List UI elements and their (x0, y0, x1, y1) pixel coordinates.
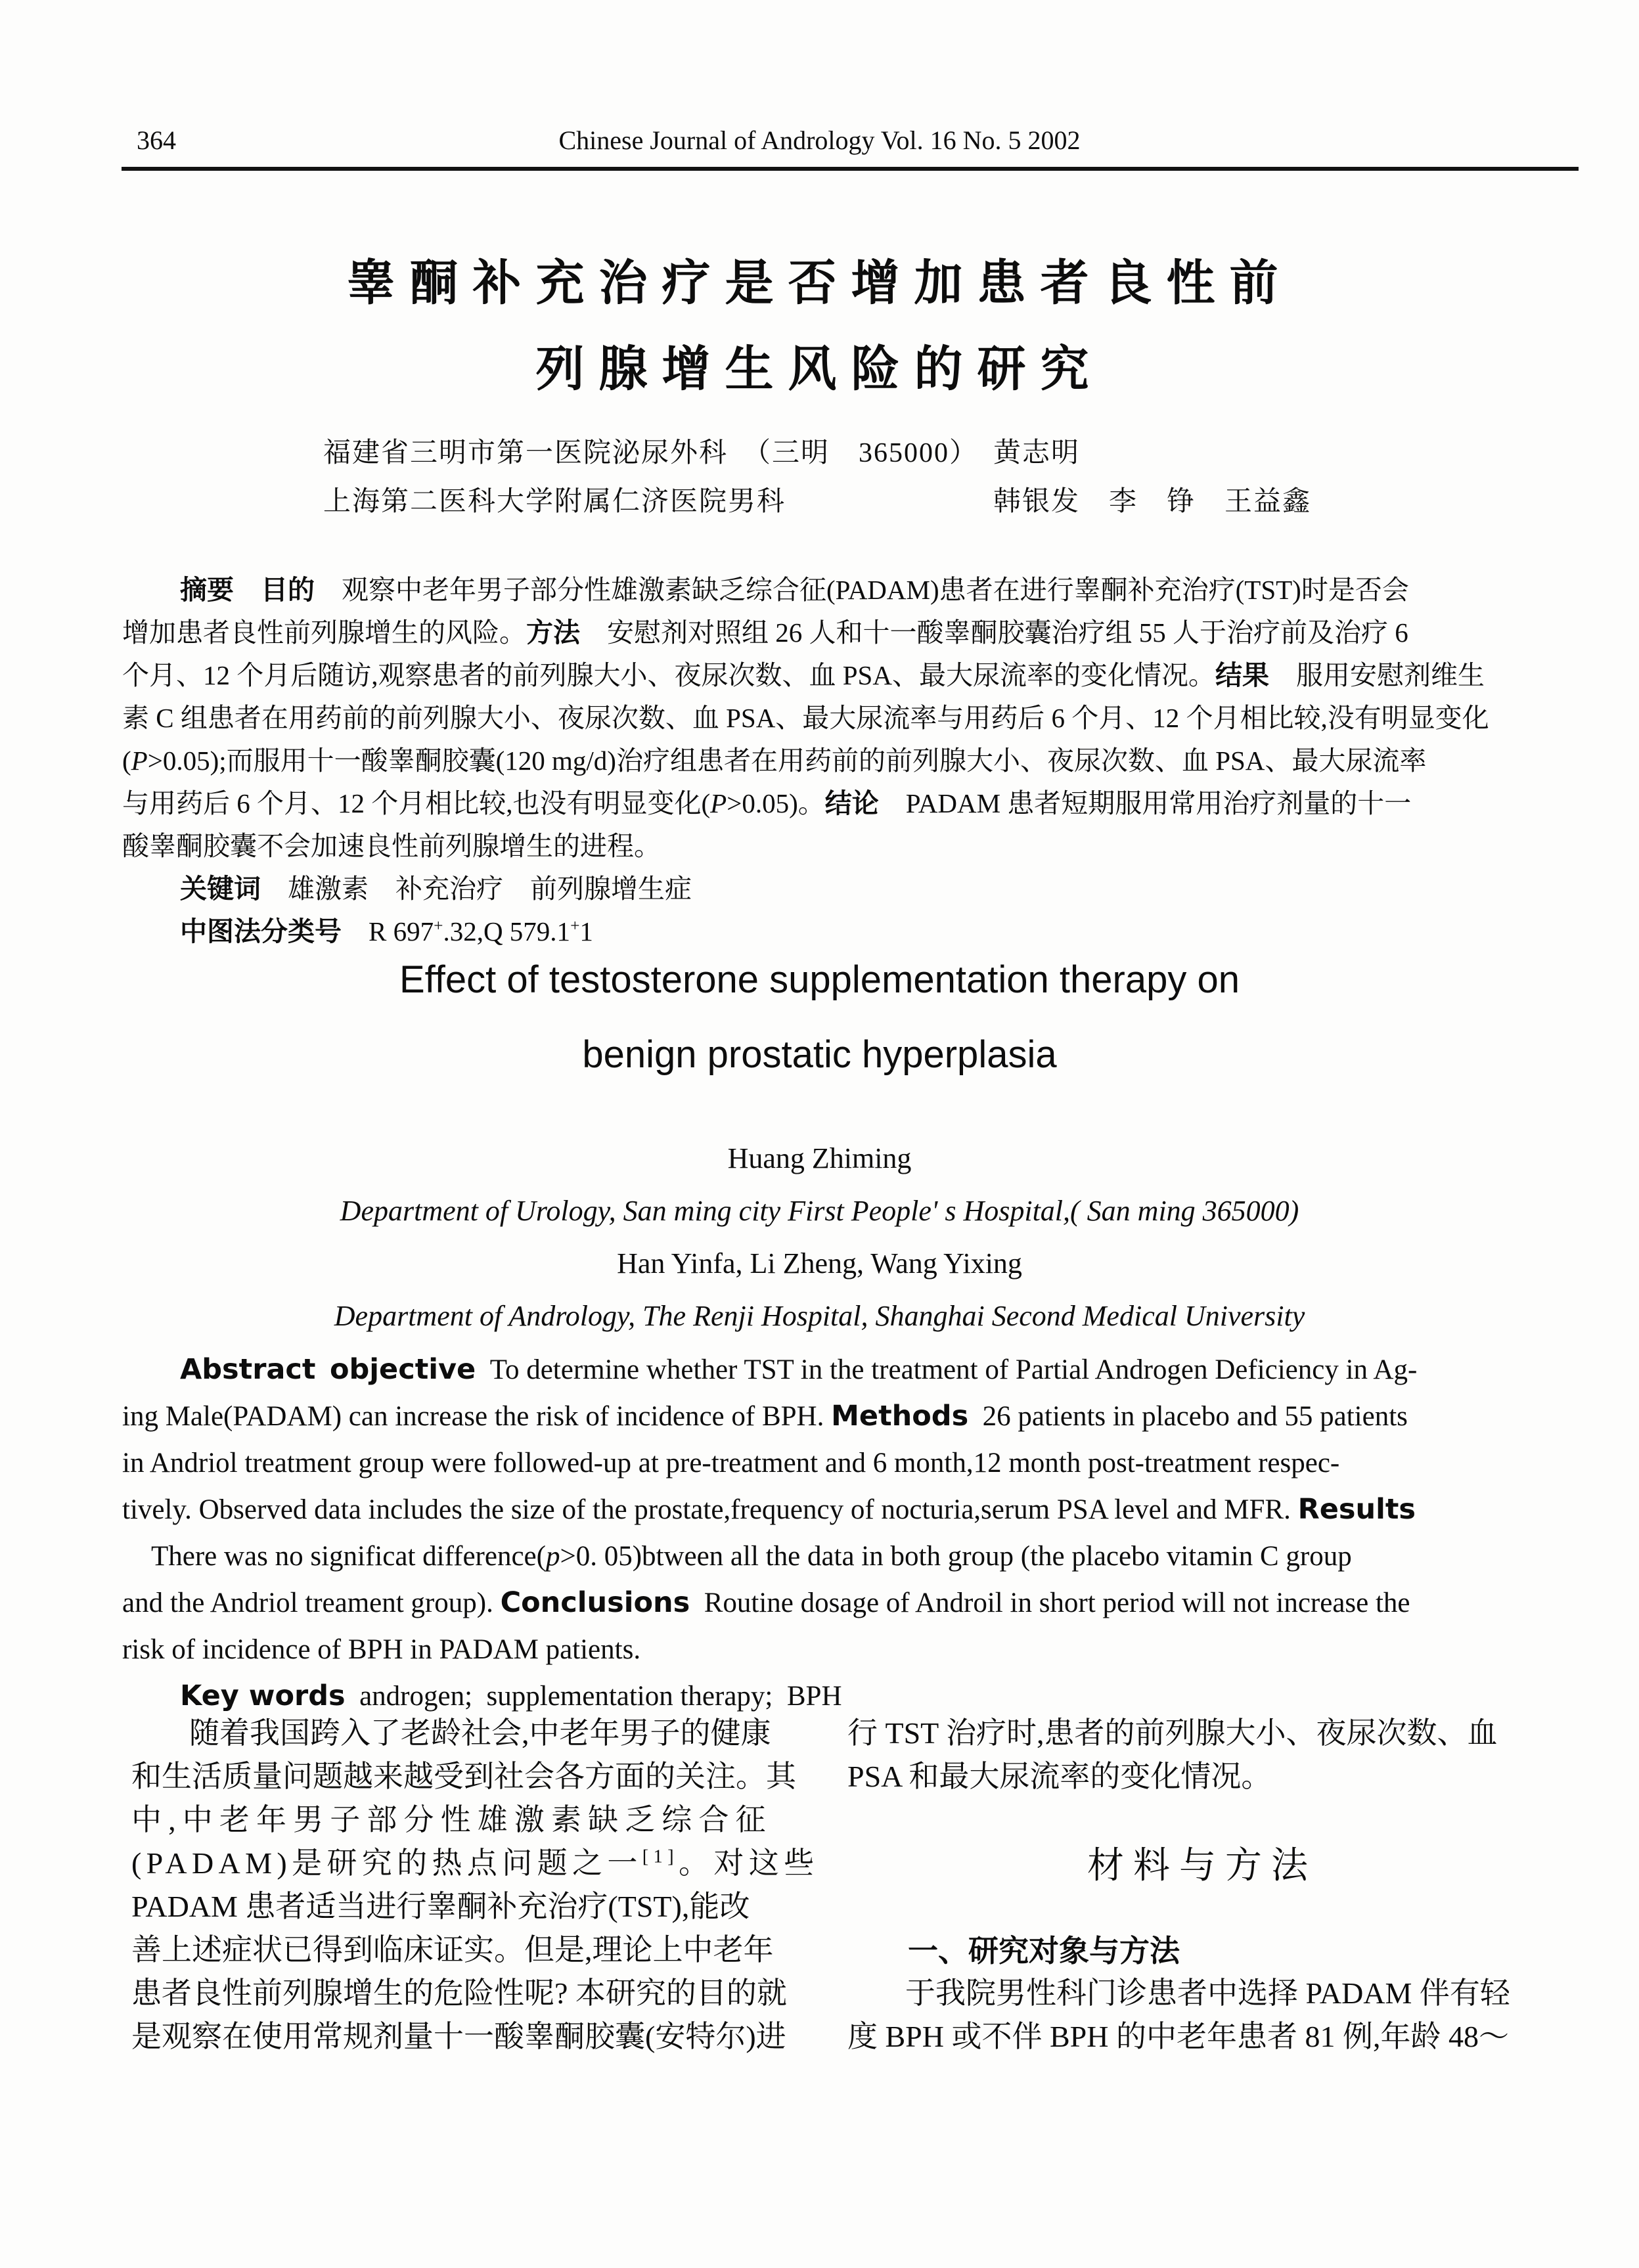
text-segment: There was no significat difference( (151, 1541, 546, 1572)
abstract-zh-line (122, 740, 1564, 782)
text-segment: objective (329, 1353, 476, 1386)
text-segment: 观察中老年男子部分性雄激素缺乏综合征(PADAM)患者在进行睾酮补充治疗(TST)时是否会 (315, 575, 1409, 605)
body-line (131, 1885, 822, 1928)
text-segment: 结论 (824, 788, 879, 819)
body-column-left (131, 1712, 822, 2058)
text-segment: Methods (831, 1400, 969, 1433)
body-line (131, 1712, 822, 1755)
text-segment: 中,中老年男子部分性雄激素缺乏综合征 (131, 1803, 773, 1836)
body-line (131, 1928, 822, 1972)
text-segment: Conclusions (500, 1586, 690, 1619)
body-line: 于我院男性科门诊患者中选择 PADAM 伴有轻 (905, 1976, 1510, 2010)
text-segment: androgen; supplementation therapy; BPH (345, 1681, 842, 1712)
abstract-zh-line (122, 654, 1564, 697)
abstract-zh-line (122, 825, 1564, 868)
header-journal-title: Chinese Journal of Andrology Vol. 16 No. 5 2002 (558, 125, 1081, 155)
body-line (131, 1972, 822, 2015)
text-segment: Results (1297, 1493, 1416, 1526)
classification-code (122, 910, 1564, 953)
text-segment: (PADAM)是研究的热点问题之一 (131, 1846, 642, 1880)
text-segment (234, 575, 261, 605)
abstract-en-line (122, 1533, 1564, 1580)
body-line (131, 1755, 822, 1798)
text-segment: 安慰剂对照组 26 人和十一酸睾酮胶囊治疗组 55 人于治疗前及治疗 6 (580, 617, 1408, 648)
text-segment: 结果 (1215, 659, 1269, 691)
text-segment: ( (122, 745, 131, 776)
affiliation-en-2: Department of Andrology, The Renji Hospital, Shanghai Second Medical University (334, 1300, 1305, 1332)
header-rule (122, 167, 1579, 171)
text-segment: ing Male(PADAM) can increase the risk of incidence of BPH. (122, 1401, 832, 1432)
article-title-zh-line2: 列腺增生风险的研究 (535, 341, 1104, 397)
body-column-right-paragraph-1 (847, 1712, 1557, 1798)
text-segment: 服用安慰剂维生 (1269, 660, 1485, 690)
body-line (131, 2015, 822, 2058)
abstract-en-line (122, 1393, 1564, 1440)
subsection-heading: 一、研究对象与方法 (908, 1933, 1180, 1968)
article-title-zh-line1: 睾酮补充治疗是否增加患者良性前 (346, 255, 1293, 311)
article-title-en-line1: Effect of testosterone supplementation therapy on (399, 958, 1240, 1001)
abstract-zh (122, 569, 1564, 953)
text-segment: 1 (579, 916, 593, 946)
section-heading-materials-methods: 材料与方法 (1087, 1846, 1317, 1886)
body-line: PSA 和最大尿流率的变化情况。 (847, 1760, 1272, 1793)
text-segment: 关键词 (180, 873, 261, 904)
text-segment: P (131, 745, 148, 776)
body-line: 度 BPH 或不伴 BPH 的中老年患者 81 例,年龄 48～ (847, 2020, 1509, 2053)
abstract-zh-line (122, 697, 1564, 740)
text-segment: 与用药后 6 个月、12 个月相比较,也没有明显变化( (122, 788, 711, 818)
body-column-right-paragraph-2 (847, 1972, 1557, 2058)
text-segment: 是观察在使用常规剂量十一酸睾酮胶囊(安特尔)进 (131, 2020, 786, 2053)
text-segment: [1] (642, 1846, 679, 1867)
text-segment: 雄激素 补充治疗 前列腺增生症 (261, 874, 692, 904)
text-segment: >0.05);而服用十一酸睾酮胶囊(120 mg/d)治疗组患者在用药前的前列腺大小、夜尿次数、血 PSA、最大尿流率 (147, 745, 1427, 776)
authors-zh: 韩银发 李 铮 王益鑫 (993, 487, 1312, 517)
abstract-en-line (122, 1580, 1564, 1626)
text-segment: Key words (180, 1679, 346, 1712)
authors-en-2: Han Yinfa, Li Zheng, Wang Yixing (617, 1247, 1022, 1279)
abstract-en-line (122, 1486, 1564, 1533)
text-segment: risk of incidence of BPH in PADAM patients. (122, 1634, 641, 1665)
text-segment: 和生活质量问题越来越受到社会各方面的关注。其 (131, 1760, 796, 1793)
text-segment: 方法 (526, 617, 580, 648)
text-segment: in Andriol treatment group were followed-up at pre-treatment and 6 month,12 month post-treatment respec- (122, 1448, 1340, 1479)
affiliation-en-1: Department of Urology, San ming city First People' s Hospital,( San ming 365000) (340, 1195, 1299, 1227)
abstract-zh-line (122, 569, 1564, 611)
text-segment: R 697 (342, 916, 434, 946)
keywords-zh (122, 868, 1564, 910)
text-segment: PADAM 患者短期服用常用治疗剂量的十一 (878, 788, 1412, 818)
abstract-en-line (122, 1626, 1564, 1673)
text-segment: p (545, 1541, 560, 1572)
abstract-en-line (122, 1440, 1564, 1486)
text-segment: 个月、12 个月后随访,观察患者的前列腺大小、夜尿次数、血 PSA、最大尿流率的变化情况。 (122, 660, 1215, 690)
text-segment: Abstract (180, 1353, 316, 1386)
text-segment: 目的 (261, 574, 315, 606)
body-line (131, 1798, 822, 1842)
text-segment: 中图法分类号 (180, 916, 342, 947)
text-segment: + (570, 916, 580, 935)
text-segment (315, 1354, 330, 1385)
text-segment: 随着我国跨入了老龄社会,中老年男子的健康 (189, 1716, 771, 1750)
text-segment: To determine whether TST in the treatment of Partial Androgen Deficiency in Ag- (476, 1354, 1418, 1385)
text-segment: >0.05)。 (727, 788, 825, 818)
text-segment: 。对这些 (679, 1846, 819, 1880)
body-line (131, 1842, 822, 1885)
abstract-zh-line (122, 782, 1564, 825)
affiliation-zh-1: 福建省三明市第一医院泌尿外科 （三明 365000） 黄志明 (323, 438, 1081, 468)
text-segment: and the Andriol treament group). (122, 1588, 501, 1618)
affiliation-zh-2: 上海第二医科大学附属仁济医院男科 (323, 487, 786, 517)
text-segment: PADAM 患者适当进行睾酮补充治疗(TST),能改 (131, 1890, 750, 1923)
abstract-en (122, 1346, 1564, 1720)
text-segment: 酸睾酮胶囊不会加速良性前列腺增生的进程。 (122, 831, 661, 861)
text-segment: P (710, 788, 727, 818)
text-segment: Routine dosage of Androil in short period will not increase the (690, 1588, 1410, 1618)
text-segment: 增加患者良性前列腺增生的风险。 (122, 617, 526, 648)
text-segment: + (434, 916, 443, 935)
text-segment: 素 C 组患者在用药前的前列腺大小、夜尿次数、血 PSA、最大尿流率与用药后 6 个月、12 个月相比较,没有明显变化 (122, 703, 1489, 733)
text-segment: 患者良性前列腺增生的危险性呢? 本研究的目的就 (131, 1976, 787, 2010)
text-segment: >0. 05)btween all the data in both group (the placebo vitamin C group (560, 1541, 1352, 1572)
text-segment: 善上述症状已得到临床证实。但是,理论上中老年 (131, 1933, 774, 1967)
text-segment: 26 patients in placebo and 55 patients (968, 1401, 1408, 1432)
author-en-1: Huang Zhiming (727, 1142, 912, 1174)
article-title-en-line2: benign prostatic hyperplasia (582, 1033, 1057, 1076)
abstract-en-line (122, 1346, 1564, 1393)
text-segment: 摘要 (180, 574, 234, 606)
text-segment: tively. Observed data includes the size of the prostate,frequency of nocturia,serum PSA level and MFR. (122, 1494, 1298, 1525)
header-page-number: 364 (137, 125, 176, 155)
abstract-zh-line (122, 611, 1564, 654)
body-line: 行 TST 治疗时,患者的前列腺大小、夜尿次数、血 (847, 1716, 1498, 1750)
text-segment: .32,Q 579.1 (443, 916, 571, 946)
